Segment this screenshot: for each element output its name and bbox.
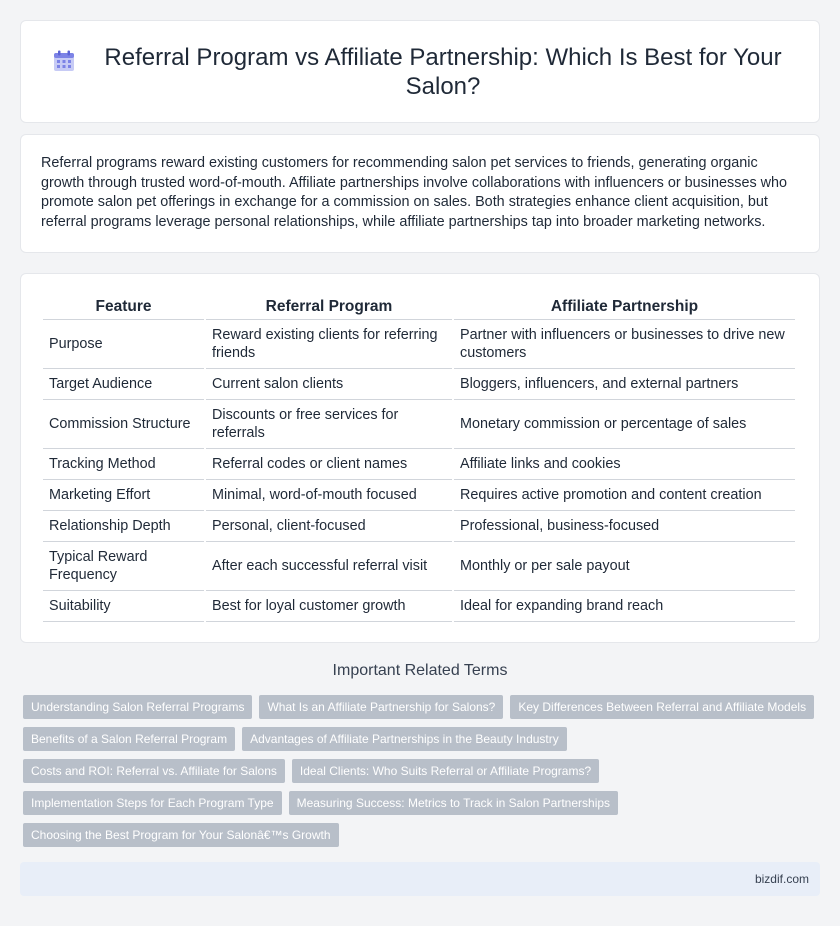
table-row — [43, 511, 795, 542]
related-terms-title: Important Related Terms — [332, 662, 508, 679]
table-cell-referral: Best for loyal customer growth — [206, 591, 452, 622]
table-row — [43, 542, 795, 591]
table-cell-feature: Target Audience — [43, 369, 204, 400]
table-cell-referral: Minimal, word-of-mouth focused — [206, 480, 452, 511]
table-row — [43, 400, 795, 449]
table-cell-affiliate: Partner with influencers or businesses to drive new customers — [454, 320, 795, 369]
table-row — [43, 320, 795, 369]
related-term-tag[interactable]: What Is an Affiliate Partnership for Salons? — [259, 695, 503, 719]
table-cell-affiliate: Professional, business-focused — [454, 511, 795, 542]
related-terms-list — [23, 695, 823, 855]
table-row — [43, 591, 795, 622]
header-card — [20, 20, 820, 123]
related-term-tag[interactable]: Key Differences Between Referral and Affiliate Models — [510, 695, 814, 719]
table-cell-affiliate: Ideal for expanding brand reach — [454, 591, 795, 622]
table-header-row — [43, 296, 795, 320]
table-cell-feature: Purpose — [43, 320, 204, 369]
table-cell-feature: Typical Reward Frequency — [43, 542, 204, 591]
table-cell-referral: Reward existing clients for referring friends — [206, 320, 452, 369]
page-title: Referral Program vs Affiliate Partnership: Which Is Best for Your Salon? — [104, 43, 782, 100]
table-cell-affiliate: Monthly or per sale payout — [454, 542, 795, 591]
related-term-tag[interactable]: Advantages of Affiliate Partnerships in the Beauty Industry — [242, 727, 567, 751]
related-term-tag[interactable]: Implementation Steps for Each Program Type — [23, 791, 282, 815]
comparison-table — [41, 296, 797, 622]
table-cell-referral: Personal, client-focused — [206, 511, 452, 542]
related-term-tag[interactable]: Choosing the Best Program for Your Salonâ€™s Growth — [23, 823, 339, 847]
table-row — [43, 449, 795, 480]
column-header-affiliate: Affiliate Partnership — [454, 296, 795, 320]
table-cell-feature: Suitability — [43, 591, 204, 622]
footer — [20, 862, 820, 896]
related-term-tag[interactable]: Benefits of a Salon Referral Program — [23, 727, 235, 751]
table-row — [43, 480, 795, 511]
footer-site-link[interactable]: bizdif.com — [754, 872, 809, 886]
column-header-referral: Referral Program — [206, 296, 452, 320]
table-cell-affiliate: Monetary commission or percentage of sales — [454, 400, 795, 449]
table-cell-referral: Discounts or free services for referrals — [206, 400, 452, 449]
comparison-table-card — [20, 273, 820, 643]
table-row — [43, 369, 795, 400]
calendar-icon — [52, 49, 76, 73]
related-term-tag[interactable]: Understanding Salon Referral Programs — [23, 695, 252, 719]
intro-text: Referral programs reward existing customers for recommending salon pet services to friends, generating organic growth through trusted word-of-mouth. Affiliate partnerships involve collaborations with influencers or businesses who promote salon pet offerings in exchange for a commission on sales. Both strategies enhance client acquisition, but referral programs leverage personal relationships, while affiliate partnerships tap into broader marketing networks. — [41, 155, 788, 230]
related-term-tag[interactable]: Costs and ROI: Referral vs. Affiliate for Salons — [23, 759, 285, 783]
table-cell-feature: Marketing Effort — [43, 480, 204, 511]
related-term-tag[interactable]: Ideal Clients: Who Suits Referral or Affiliate Programs? — [292, 759, 599, 783]
column-header-feature: Feature — [43, 296, 204, 320]
table-cell-affiliate: Bloggers, influencers, and external partners — [454, 369, 795, 400]
related-term-tag[interactable]: Measuring Success: Metrics to Track in Salon Partnerships — [289, 791, 618, 815]
table-cell-referral: Referral codes or client names — [206, 449, 452, 480]
table-cell-affiliate: Requires active promotion and content creation — [454, 480, 795, 511]
table-cell-referral: After each successful referral visit — [206, 542, 452, 591]
table-cell-feature: Commission Structure — [43, 400, 204, 449]
table-cell-referral: Current salon clients — [206, 369, 452, 400]
intro-card — [20, 134, 820, 253]
table-cell-feature: Relationship Depth — [43, 511, 204, 542]
table-cell-affiliate: Affiliate links and cookies — [454, 449, 795, 480]
table-cell-feature: Tracking Method — [43, 449, 204, 480]
